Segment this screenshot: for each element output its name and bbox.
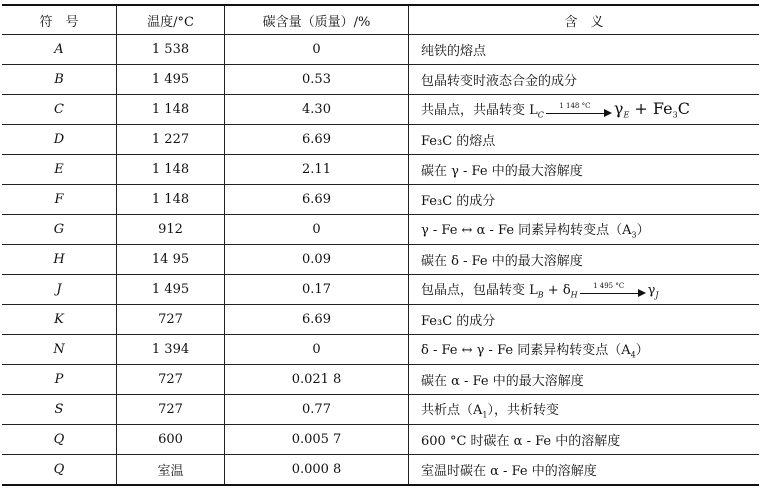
carbon-cell: 0.021 8: [225, 365, 409, 395]
meaning-cell: 碳在 α - Fe 中的最大溶解度: [409, 365, 760, 395]
meaning-text: 共晶点，共晶转变: [421, 103, 530, 119]
table-container: [2, 4, 759, 486]
fe-c-phase-points-table: [2, 4, 759, 486]
carbon-cell: 0: [225, 35, 409, 65]
point-symbol: J: [2, 275, 117, 305]
carbon-cell: 0: [225, 215, 409, 245]
temperature-cell: 1 148: [117, 95, 225, 125]
meaning-cell: [409, 275, 760, 305]
point-symbol: E: [2, 155, 117, 185]
carbon-cell: 2.11: [225, 155, 409, 185]
meaning-subscript: 1: [482, 410, 488, 420]
gamma-symbol: γ: [613, 99, 624, 119]
point-symbol: G: [2, 215, 117, 245]
meaning-cell: 纯铁的熔点: [409, 35, 760, 65]
temperature-cell: 727: [117, 365, 225, 395]
fe3c-subscript: 3: [672, 110, 678, 120]
temperature-cell: 1 495: [117, 65, 225, 95]
table-row: [2, 65, 759, 95]
gamma-subscript: E: [623, 110, 630, 120]
temperature-cell: 1 148: [117, 155, 225, 185]
temperature-cell: 600: [117, 425, 225, 455]
carbon-cell: 0.17: [225, 275, 409, 305]
carbon-cell: 6.69: [225, 125, 409, 155]
table-row: [2, 215, 759, 245]
meaning-cell: [409, 335, 760, 365]
point-symbol: Q: [2, 455, 117, 486]
carbon-cell: 6.69: [225, 185, 409, 215]
header-row: [2, 5, 759, 35]
fe3c-suffix: C: [677, 99, 690, 119]
point-symbol: Q: [2, 425, 117, 455]
meaning-cell: Fe₃C 的成分: [409, 305, 760, 335]
table-row: [2, 155, 759, 185]
meaning-text-end: ）: [636, 223, 650, 239]
point-symbol: F: [2, 185, 117, 215]
reaction-arrow-icon: [580, 283, 646, 299]
meaning-text: 包晶点，包晶转变: [421, 283, 530, 299]
table-row: [2, 275, 759, 305]
temperature-cell: 1 394: [117, 335, 225, 365]
temperature-cell: 727: [117, 305, 225, 335]
point-symbol: A: [2, 35, 117, 65]
delta-symbol: + δ: [543, 283, 571, 299]
carbon-cell: 0.77: [225, 395, 409, 425]
meaning-text: γ - Fe ↔ α - Fe 同素异构转变点（A: [421, 223, 632, 239]
table-row: [2, 95, 759, 125]
header-carbon: 碳含量（质量）/%: [225, 5, 409, 35]
gamma-subscript: J: [655, 290, 659, 300]
carbon-cell: 0.53: [225, 65, 409, 95]
meaning-subscript: 3: [631, 230, 637, 240]
header-meaning: 含 义: [409, 5, 760, 35]
header-temperature: 温度/°C: [117, 5, 225, 35]
table-row: [2, 245, 759, 275]
meaning-cell: 碳在 γ - Fe 中的最大溶解度: [409, 155, 760, 185]
point-symbol: P: [2, 365, 117, 395]
temperature-cell: 1 538: [117, 35, 225, 65]
meaning-text: δ - Fe ↔ γ - Fe 同素异构转变点（A: [421, 343, 631, 359]
temperature-cell: 1 495: [117, 275, 225, 305]
meaning-cell: 室温时碳在 α - Fe 中的溶解度: [409, 455, 760, 486]
liquid-symbol: L: [529, 283, 538, 299]
header-symbol: 符 号: [2, 5, 117, 35]
meaning-cell: Fe₃C 的成分: [409, 185, 760, 215]
liquid-symbol: L: [529, 103, 538, 119]
point-symbol: S: [2, 395, 117, 425]
carbon-cell: 0.000 8: [225, 455, 409, 486]
meaning-subscript: 4: [630, 350, 636, 360]
meaning-cell: Fe₃C 的熔点: [409, 125, 760, 155]
table-row: [2, 35, 759, 65]
meaning-cell: [409, 95, 760, 125]
carbon-cell: 0.005 7: [225, 425, 409, 455]
temperature-cell: 14 95: [117, 245, 225, 275]
meaning-cell: [409, 215, 760, 245]
fe3c-prefix: + Fe: [629, 99, 673, 119]
reaction-arrow-icon: [546, 103, 612, 119]
arrow-temperature-label: 1 148 °C: [559, 101, 591, 110]
table-row: [2, 125, 759, 155]
meaning-text: 共析点（A: [421, 403, 483, 419]
temperature-cell: 1 227: [117, 125, 225, 155]
liquid-subscript: B: [537, 290, 544, 300]
point-symbol: K: [2, 305, 117, 335]
point-symbol: B: [2, 65, 117, 95]
carbon-cell: 4.30: [225, 95, 409, 125]
table-row: [2, 335, 759, 365]
table-row: [2, 185, 759, 215]
temperature-cell: 室温: [117, 455, 225, 486]
meaning-cell: 碳在 δ - Fe 中的最大溶解度: [409, 245, 760, 275]
point-symbol: C: [2, 95, 117, 125]
point-symbol: H: [2, 245, 117, 275]
temperature-cell: 1 148: [117, 185, 225, 215]
meaning-text-end: ）: [635, 343, 649, 359]
point-symbol: N: [2, 335, 117, 365]
temperature-cell: 727: [117, 395, 225, 425]
table-row: [2, 365, 759, 395]
liquid-subscript: C: [537, 110, 544, 120]
table-row: [2, 425, 759, 455]
gamma-symbol: γ: [647, 283, 656, 299]
point-symbol: D: [2, 125, 117, 155]
delta-subscript: H: [570, 290, 578, 300]
meaning-cell: [409, 395, 760, 425]
carbon-cell: 0: [225, 335, 409, 365]
table-row: [2, 305, 759, 335]
meaning-cell: 600 °C 时碳在 α - Fe 中的溶解度: [409, 425, 760, 455]
table-row: [2, 395, 759, 425]
meaning-text-end: ），共析转变: [487, 403, 559, 419]
arrow-temperature-label: 1 495 °C: [593, 281, 625, 290]
temperature-cell: 912: [117, 215, 225, 245]
table-row: [2, 455, 759, 486]
carbon-cell: 6.69: [225, 305, 409, 335]
meaning-cell: 包晶转变时液态合金的成分: [409, 65, 760, 95]
carbon-cell: 0.09: [225, 245, 409, 275]
